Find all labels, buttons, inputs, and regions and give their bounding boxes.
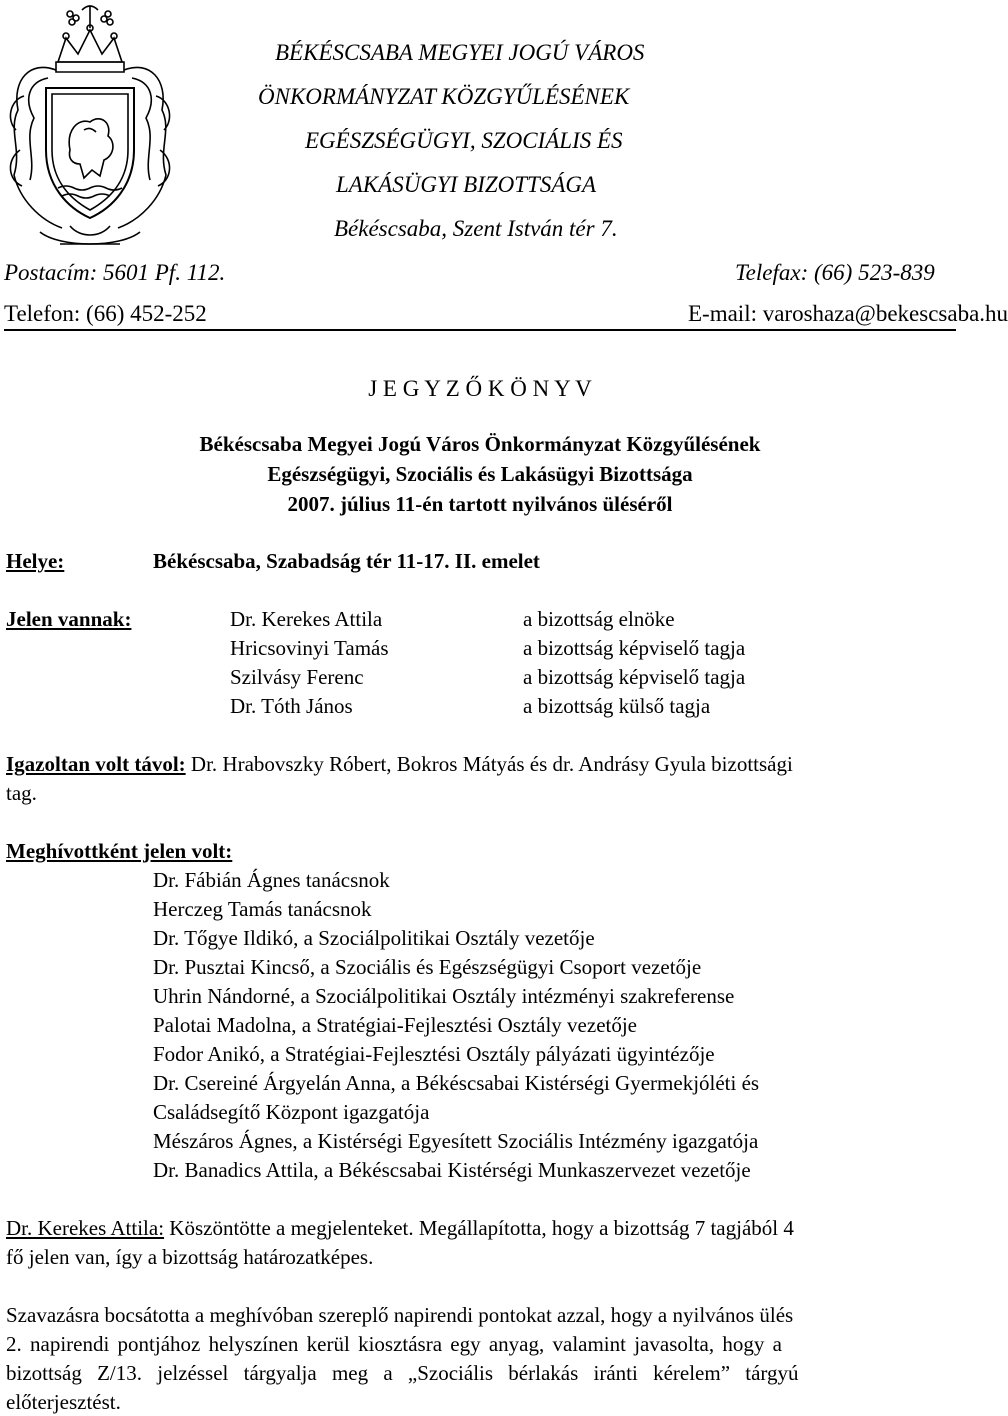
invited-line: Dr. Csereiné Árgyelán Anna, a Békéscsabai Kistérségi Gyermekjóléti és xyxy=(153,1071,760,1095)
telefax: Telefax: (66) 523-839 xyxy=(735,260,935,285)
agenda-line: Szavazásra bocsátotta a meghívóban szereplő napirendi pontokat azzal, hogy a nyilvános ülés xyxy=(6,1303,794,1327)
org-name-line-2: ÖNKORMÁNYZAT KÖZGYŰLÉSÉNEK xyxy=(258,84,630,109)
invited-line: Dr. Banadics Attila, a Békéscsabai Kistérségi Munkaszervezet vezetője xyxy=(153,1158,751,1182)
email: E-mail: varoshaza@bekescsaba.hu xyxy=(688,301,1008,326)
absent-paragraph xyxy=(6,752,793,777)
location-label: Helye: xyxy=(6,549,65,573)
absent-text: Dr. Hrabovszky Róbert, Bokros Mátyás és dr. Andrásy Gyula bizottsági xyxy=(185,752,793,776)
member-name: Szilvásy Ferenc xyxy=(230,665,364,689)
document-title: J E G Y Z Ő K Ö N Y V xyxy=(368,376,592,401)
agenda-line: előterjesztést. xyxy=(6,1390,121,1414)
absent-text-cont: tag. xyxy=(6,781,37,805)
postal-address: Postacím: 5601 Pf. 112. xyxy=(4,260,226,285)
member-role: a bizottság elnöke xyxy=(523,607,675,631)
location-value: Békéscsaba, Szabadság tér 11-17. II. emelet xyxy=(153,549,540,573)
agenda-line: bizottság Z/13. jelzéssel tárgyalja meg a „Szociális bérlakás iránti kérelem” tárgyú xyxy=(6,1361,799,1385)
invited-line: Családsegítő Központ igazgatója xyxy=(153,1100,430,1124)
phone: Telefon: (66) 452-252 xyxy=(4,301,207,326)
chair-paragraph xyxy=(6,1216,794,1241)
member-name: Hricsovinyi Tamás xyxy=(230,636,389,660)
invited-line: Mészáros Ágnes, a Kistérségi Egyesített Szociális Intézmény igazgatója xyxy=(153,1129,759,1153)
member-role: a bizottság képviselő tagja xyxy=(523,636,746,660)
header-divider xyxy=(4,329,956,331)
agenda-line: 2. napirendi pontjához helyszínen kerül kiosztásra egy anyag, valamint javasolta, hogy a xyxy=(6,1332,782,1356)
coat-of-arms-logo xyxy=(0,0,180,255)
invited-line: Herczeg Tamás tanácsnok xyxy=(153,897,372,921)
subtitle-line-1: Békéscsaba Megyei Jogú Város Önkormányzat Közgyűlésének xyxy=(199,432,761,456)
org-name-line-1: BÉKÉSCSABA MEGYEI JOGÚ VÁROS xyxy=(275,40,645,65)
subtitle-line-2: Egészségügyi, Szociális és Lakásügyi Bizottsága xyxy=(267,462,693,486)
org-name-line-4: LAKÁSÜGYI BIZOTTSÁGA xyxy=(336,172,597,197)
present-label: Jelen vannak: xyxy=(6,607,132,631)
org-name-line-3: EGÉSZSÉGÜGYI, SZOCIÁLIS ÉS xyxy=(305,128,623,153)
chair-text-cont: fő jelen van, így a bizottság határozatképes. xyxy=(6,1245,374,1269)
invited-line: Dr. Tőgye Ildikó, a Szociálpolitikai Osztály vezetője xyxy=(153,926,595,950)
org-address: Békéscsaba, Szent István tér 7. xyxy=(334,216,618,241)
chair-text: Köszöntötte a megjelenteket. Megállapította, hogy a bizottság 7 tagjából 4 xyxy=(164,1216,794,1240)
member-name: Dr. Tóth János xyxy=(230,694,353,718)
absent-label: Igazoltan volt távol: xyxy=(6,752,186,776)
invited-line: Uhrin Nándorné, a Szociálpolitikai Osztály intézményi szakreferense xyxy=(153,984,735,1008)
subtitle-line-3: 2007. július 11-én tartott nyilvános üléséről xyxy=(287,492,673,516)
invited-line: Palotai Madolna, a Stratégiai-Fejlesztési Osztály vezetője xyxy=(153,1013,638,1037)
member-role: a bizottság képviselő tagja xyxy=(523,665,746,689)
invited-line: Dr. Fábián Ágnes tanácsnok xyxy=(153,868,390,892)
member-role: a bizottság külső tagja xyxy=(523,694,711,718)
invited-line: Dr. Pusztai Kincső, a Szociális és Egészségügyi Csoport vezetője xyxy=(153,955,702,979)
invited-label: Meghívottként jelen volt: xyxy=(6,839,233,863)
invited-line: Fodor Anikó, a Stratégiai-Fejlesztési Osztály pályázati ügyintézője xyxy=(153,1042,715,1066)
speaker-name: Dr. Kerekes Attila: xyxy=(6,1216,165,1240)
member-name: Dr. Kerekes Attila xyxy=(230,607,383,631)
